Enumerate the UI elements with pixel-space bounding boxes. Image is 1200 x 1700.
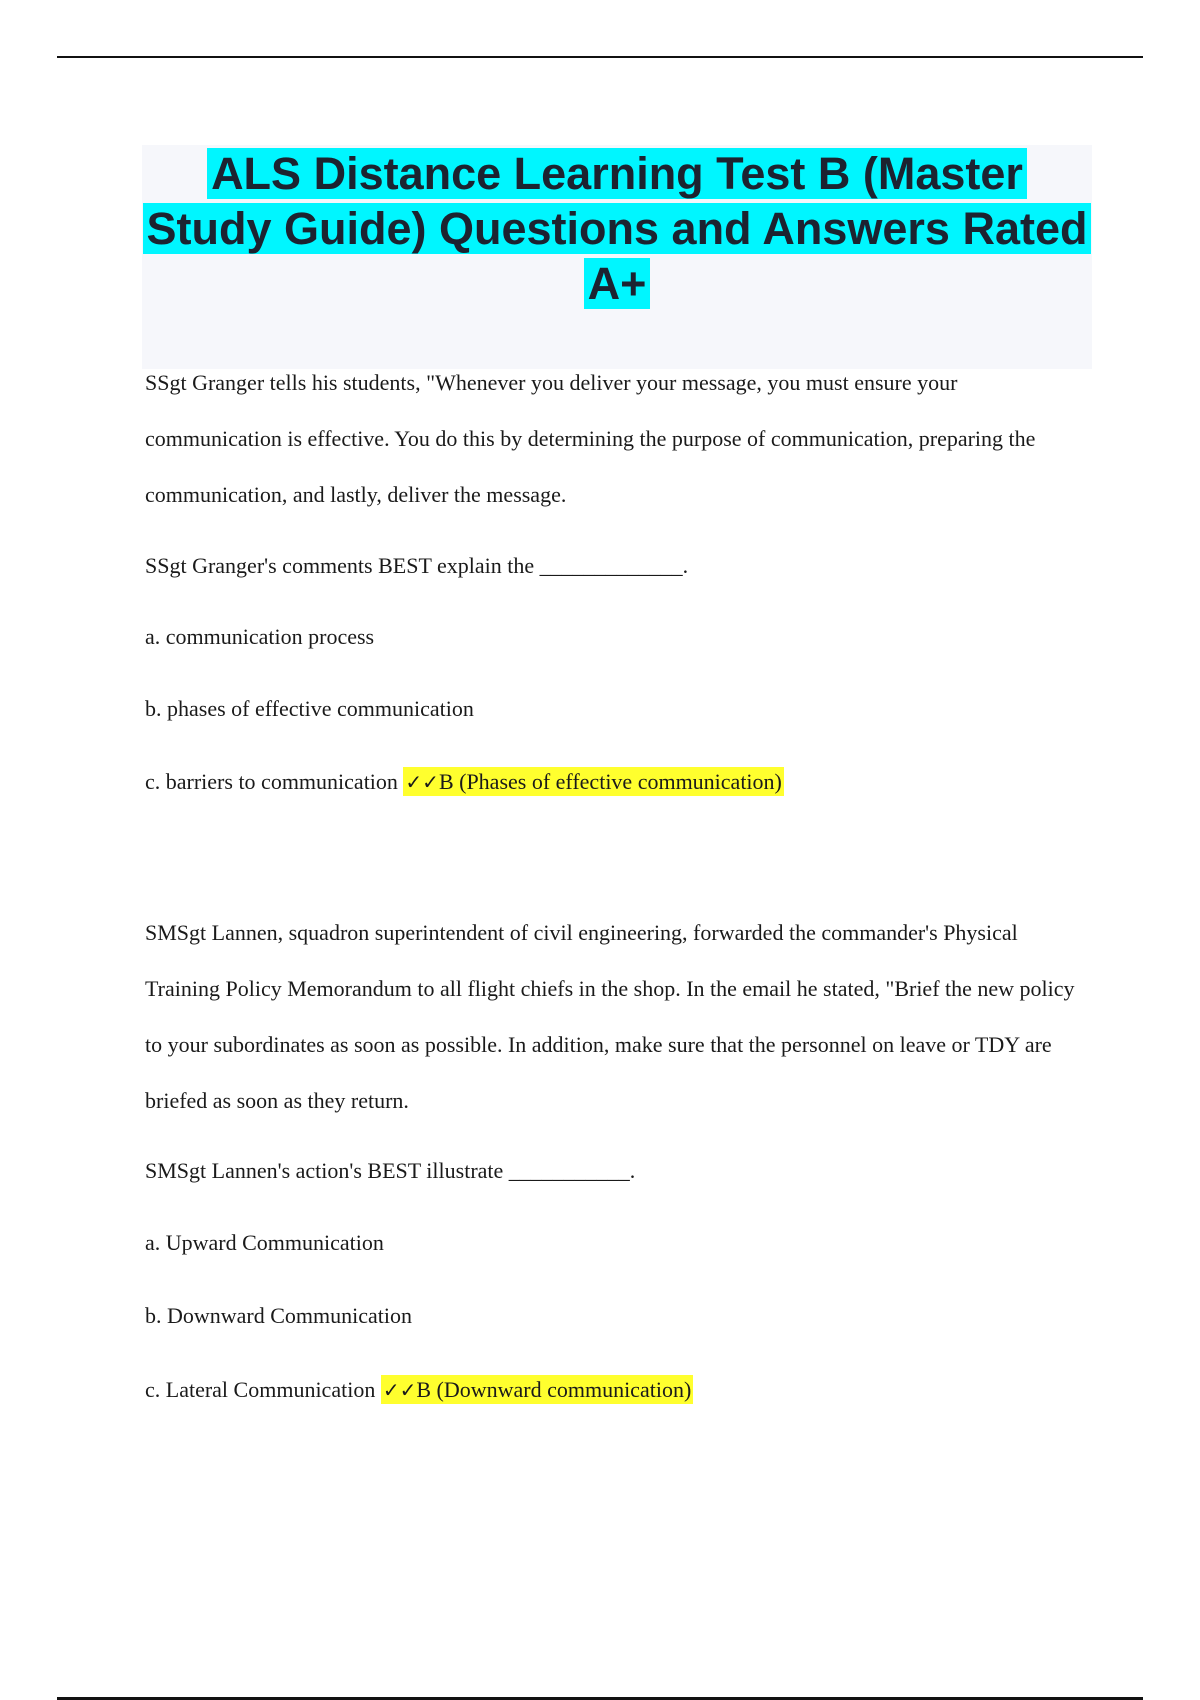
question-2-prompt: SMSgt Lannen's action's BEST illustrate ___________. (145, 1158, 636, 1183)
option-c-text: c. barriers to communication (145, 769, 398, 794)
document-title (142, 146, 1092, 311)
question-2-scenario (145, 905, 1075, 1129)
question-1-option-c (145, 767, 784, 797)
answer-highlight (403, 767, 783, 796)
answer-text: B (Downward communication) (416, 1377, 692, 1402)
top-rule (57, 56, 1143, 58)
document-title-text: ALS Distance Learning Test B (Master Study Guide) Questions and Answers Rated A+ (143, 148, 1092, 309)
answer-text: B (Phases of effective communication) (438, 769, 782, 794)
question-scenario-text: SMSgt Lannen, squadron superintendent of civil engineering, forwarded the commander's Physical Training Policy Memorandum to all flight chiefs in the shop. In the email he stated, "Brief the new policy to your subordinates as soon as possible. In addition, make sure that the personnel on leave or TDY are briefed as soon as they return. (145, 920, 1075, 1113)
answer-highlight (381, 1375, 693, 1404)
question-1-prompt: SSgt Granger's comments BEST explain the _____________. (145, 553, 689, 578)
check-marks-icon: ✓✓ (405, 770, 439, 794)
question-1-scenario (145, 355, 1075, 523)
question-2-option-c (145, 1375, 693, 1405)
question-2-option-a: a. Upward Communication (145, 1230, 384, 1255)
question-2-option-b: b. Downward Communication (145, 1303, 413, 1328)
question-scenario-text: SSgt Granger tells his students, "Whenever you deliver your message, you must ensure your communication is effective. You do this by determining the purpose of communication, preparing the communication, and lastly, deliver the message. (145, 370, 1036, 507)
option-c-text: c. Lateral Communication (145, 1377, 376, 1402)
question-1-option-b: b. phases of effective communication (145, 696, 474, 721)
question-1-option-a: a. communication process (145, 624, 375, 649)
check-marks-icon: ✓✓ (382, 1378, 417, 1402)
